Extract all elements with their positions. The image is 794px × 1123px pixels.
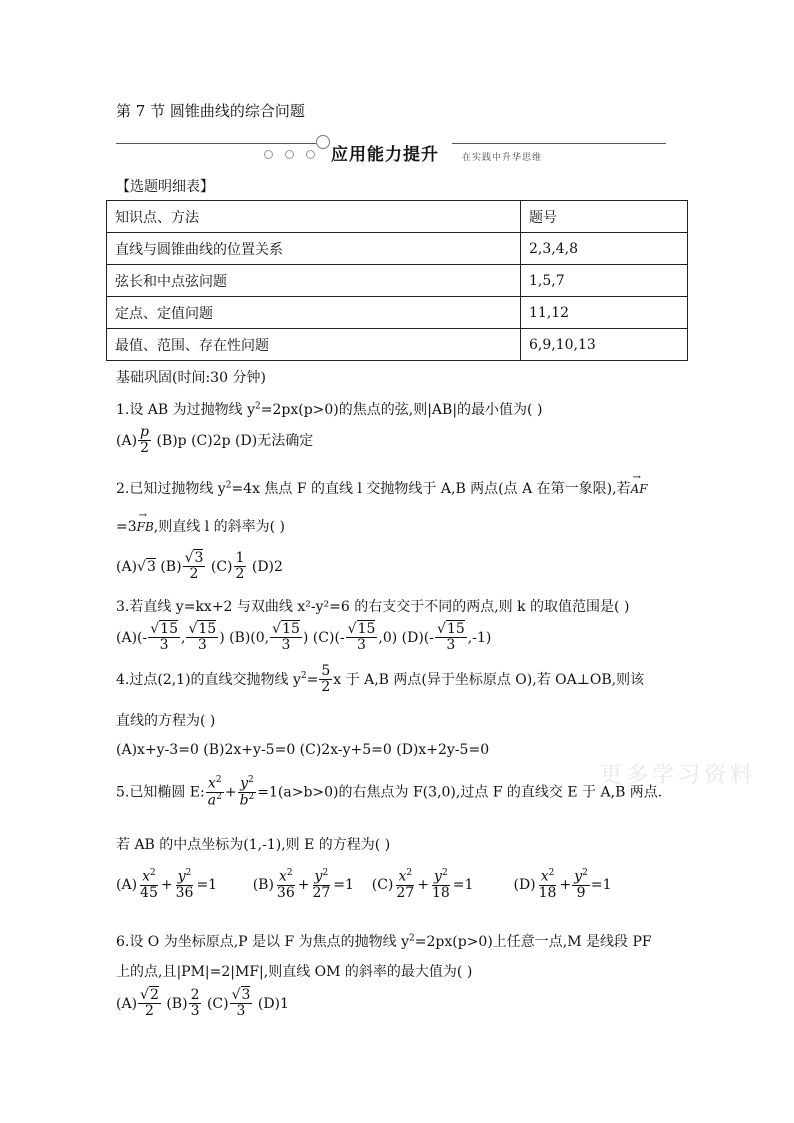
banner-circle-ornament: [316, 135, 330, 149]
watermark: 更多学习资料: [600, 763, 757, 788]
question-5-options: [116, 869, 612, 901]
banner-subtitle: 在实践中升华思维: [462, 153, 543, 163]
question-2-stem-line1: 2.已知过抛物线 $y^2=4x$ 焦点 F 的直线 l 交抛物线于 A,B 两点(点 A 在第一象限),若→ AF: [116, 478, 648, 498]
table-row: [107, 297, 688, 329]
question-4-options: (A)x+y-3=0 (B)2x+y-5=0 (C)2x-y+5=0 (D)x+2y-5=0: [116, 742, 490, 758]
row-questions: 2,3,4,8: [521, 233, 688, 265]
question-2-options: (A)√3 (B) $\frac{√3}{2}$ (C) $\frac{1}{2}$ (D)2: [116, 550, 283, 583]
table-row: [107, 265, 688, 297]
row-topic: 直线与圆锥曲线的位置关系: [107, 233, 521, 265]
option-b: (B) $\frac{x^2}{36}$ + $\frac{y^2}{27}$ =1: [252, 868, 354, 902]
topic-table: [106, 200, 688, 361]
row-questions: 1,5,7: [521, 265, 688, 297]
question-3-stem: 3.若直线 y=kx+2 与双曲线 x²-y²=6 的右支交于不同的两点,则 k 的取值范围是( ): [116, 599, 630, 615]
table-row: [107, 329, 688, 361]
question-6-options: (A) $\frac{√2}{2}$ (B) $\frac{2}{3}$ (C) $\frac{√3}{3}$ (D)1: [116, 987, 289, 1020]
question-6-stem-line2: 上的点,且|PM|=2|MF|,则直线 OM 的斜率的最大值为( ): [116, 964, 473, 980]
option-c: (C) $\frac{x^2}{27}$ + $\frac{y^2}{18}$ =1: [371, 868, 474, 902]
question-4-stem-line1: 4.过点(2,1)的直线交抛物线 $y^2=$ $\frac{5}{2}$ x 于 A,B 两点(异于坐标原点 O),若 OA⊥OB,则该: [116, 663, 645, 696]
banner-rule-right: [452, 143, 666, 144]
row-topic: 弦长和中点弦问题: [107, 265, 521, 297]
question-4-stem-line2: 直线的方程为( ): [116, 713, 216, 729]
table-header-row: [107, 201, 688, 233]
question-5-stem-line1: 5.已知椭圆 E: $\frac{x^2}{a^2}$ + $\frac{y^2}{b^2}$ =1(a>b>0)的右焦点为 F(3,0),过点 F 的直线交 E 于 A,B 两点.: [116, 775, 663, 809]
banner-title: 应用能力提升: [331, 145, 439, 165]
table-caption: 【选题明细表】: [116, 179, 214, 195]
option-d: (D) $\frac{x^2}{18}$ + $\frac{y^2}{9}$ =1: [513, 868, 612, 902]
row-questions: 11,12: [521, 297, 688, 329]
question-5-stem-line2: 若 AB 的中点坐标为(1,-1),则 E 的方程为( ): [116, 837, 391, 853]
basics-heading: 基础巩固(时间:30 分钟): [116, 370, 266, 386]
question-6-stem-line1: 6.设 O 为坐标原点,P 是以 F 为焦点的抛物线 $y^2=2px(p>0)$上任意一点,M 是线段 PF: [116, 933, 652, 950]
question-2-stem-line2: =3→ FB,则直线 l 的斜率为( ): [116, 516, 285, 536]
section-title: 第 7 节 圆锥曲线的综合问题: [116, 102, 305, 120]
header-topic: 知识点、方法: [107, 201, 521, 233]
question-3-options: (A)(- $\frac{√15}{3}$ , $\frac{√15}{3}$ ) (B)(0, $\frac{√15}{3}$ ) (C)(- $\frac{√15}{3}$ ,0) (D)(- $\frac{√15}{3}$ ,-1): [116, 621, 492, 654]
row-topic: 最值、范围、存在性问题: [107, 329, 521, 361]
question-1-options: (A) $\frac{p}{2}$ (B)p (C)2p (D)无法确定: [116, 424, 314, 457]
question-1-stem: 1.设 AB 为过抛物线 $y^2=2px(p>0)$的焦点的弦,则|AB|的最小值为( ): [116, 401, 543, 418]
option-a: (A) $\frac{x^2}{45}$ + $\frac{y^2}{36}$ =1: [116, 868, 218, 902]
row-topic: 定点、定值问题: [107, 297, 521, 329]
banner-rule-left: [116, 143, 316, 144]
header-question-no: 题号: [521, 201, 688, 233]
row-questions: 6,9,10,13: [521, 329, 688, 361]
table-row: [107, 233, 688, 265]
